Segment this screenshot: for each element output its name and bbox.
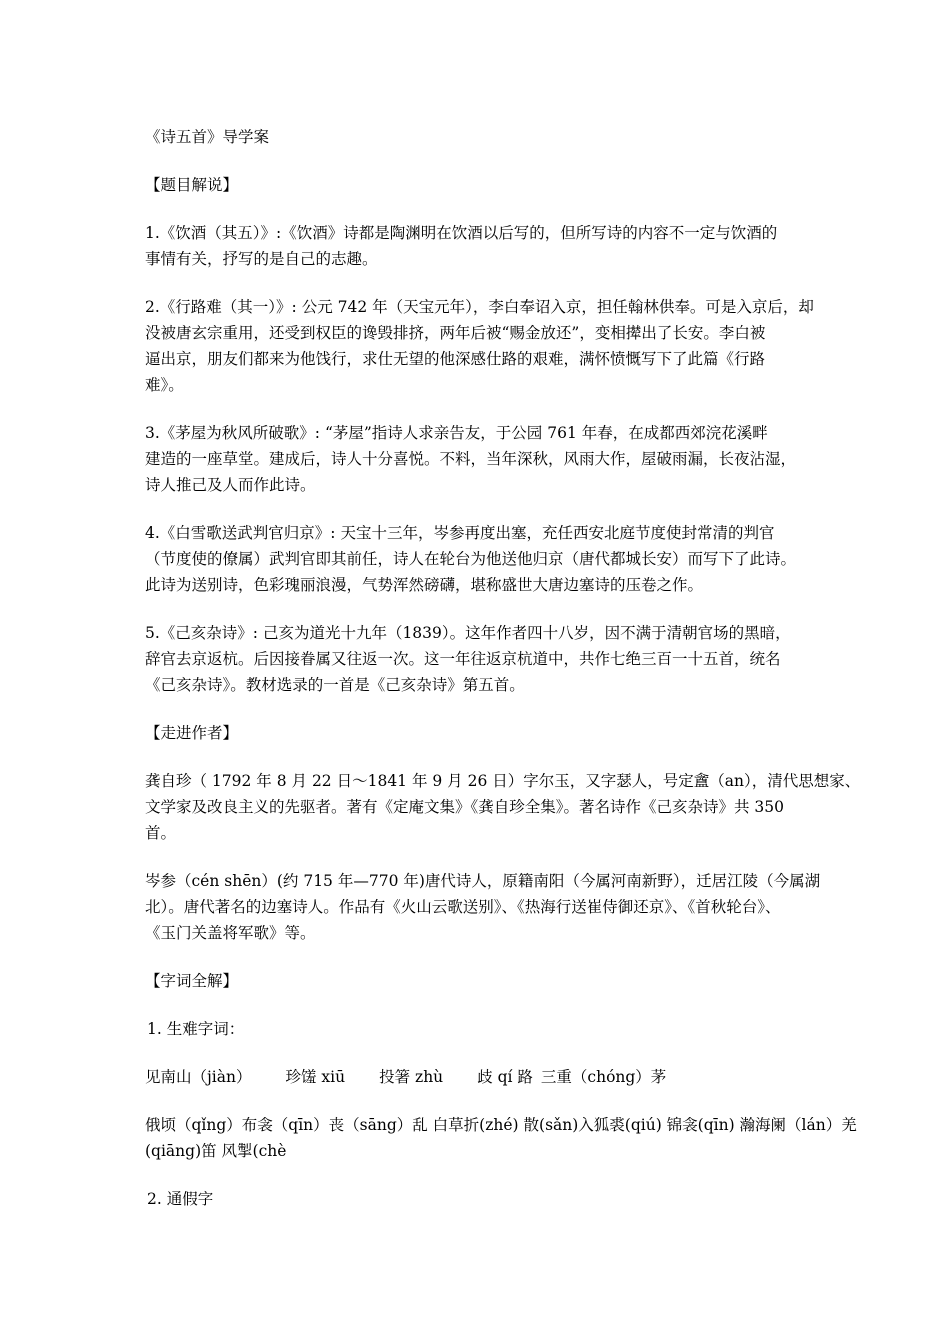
paragraph-line: 此诗为送别诗，色彩瑰丽浪漫，气势浑然磅礴，堪称盛世大唐边塞诗的压卷之作。 — [145, 576, 704, 594]
paragraph-xinglunan — [145, 294, 815, 398]
paragraph-line: 5.《己亥杂诗》: 己亥为道光十九年（1839）。这年作者四十八岁，因不满于清朝官场的黑暗， — [145, 624, 791, 642]
paragraph-line: 逼出京，朋友们都来为他饯行，求仕无望的他深感仕路的艰难，满怀愤慨写下了此篇《行路 — [145, 350, 766, 368]
paragraph-line: 俄顷（qǐng）布衾（qīn）丧（sāng）乱 白草折(zhé) 散(sǎn)入狐裘(qiú) 锦衾(qīn) 瀚海阑（lán）羌 — [145, 1116, 857, 1134]
paragraph-line: 3.《茅屋为秋风所破歌》: “茅屋”指诗人求亲告友，于公园 761 年春，在成都西郊浣花溪畔 — [145, 424, 768, 442]
paragraph-line: 诗人推己及人而作此诗。 — [145, 476, 316, 494]
word-item: 投箸 zhù — [379, 1068, 444, 1086]
section-heading-vocab: 【字词全解】 — [145, 972, 239, 990]
word-list-line-2 — [145, 1112, 857, 1164]
paragraph-line: 2.《行路难（其一）》: 公元 742 年（天宝元年），李白奉诏入京，担任翰林供奉。可是入京后，却 — [145, 298, 814, 316]
paragraph-line: 难》。 — [145, 376, 184, 394]
paragraph-line: 没被唐玄宗重用，还受到权臣的谗毁排挤，两年后被“赐金放还”，变相撵出了长安。李白被 — [145, 324, 766, 342]
paragraph-line: 《玉门关盖将军歌》等。 — [145, 924, 316, 942]
paragraph-line: 建造的一座草堂。建成后，诗人十分喜悦。不料，当年深秋，风雨大作，屋破雨漏，长夜沾湿， — [145, 450, 797, 468]
paragraph-yinjiu — [145, 220, 815, 272]
paragraph-line: (qiāng)笛 风掣(chè — [145, 1142, 287, 1160]
paragraph-censhen — [145, 868, 821, 946]
subheading-tongjiazi: 2. 通假字 — [147, 1190, 214, 1208]
paragraph-line: 首。 — [145, 824, 177, 842]
paragraph-line: 4.《白雪歌送武判官归京》: 天宝十三年，岑参再度出塞，充任西安北庭节度使封常清的判官 — [145, 524, 775, 542]
paragraph-line: 《己亥杂诗》。教材选录的一首是《己亥杂诗》第五首。 — [145, 676, 525, 694]
word-item: 珍馐 xiū — [285, 1068, 346, 1086]
section-heading-topic: 【题目解说】 — [145, 176, 239, 194]
paragraph-line: 龚自珍（ 1792 年 8 月 22 日～1841 年 9 月 26 日）字尔玉，又字瑟人，号定盦（an），清代思想家、 — [145, 772, 861, 790]
paragraph-line: 事情有关，抒写的是自己的志趣。 — [145, 250, 378, 268]
word-list-line-1 — [145, 1064, 815, 1090]
document-page — [145, 124, 861, 1234]
subheading-difficult-words: 1. 生难字词： — [147, 1020, 245, 1038]
paragraph-line: 北）。唐代著名的边塞诗人。作品有《火山云歌送别》、《热海行送崔侍御还京》、《首秋轮台》、 — [145, 898, 781, 916]
paragraph-maowu — [145, 420, 815, 498]
document-title: 《诗五首》导学案 — [145, 128, 270, 146]
paragraph-line: 1.《饮酒（其五）》:《饮酒》诗都是陶渊明在饮酒以后写的，但所写诗的内容不一定与饮酒的 — [145, 224, 778, 242]
paragraph-line: 辞官去京返杭。后因接眷属又往返一次。这一年往返京杭道中，共作七绝三百一十五首，统名 — [145, 650, 781, 668]
paragraph-gongzizhen — [145, 768, 861, 846]
word-item: 见南山（jiàn） — [145, 1068, 252, 1086]
word-item: 三重（chóng）茅 — [540, 1068, 667, 1086]
paragraph-line: 文学家及改良主义的先驱者。著有《定庵文集》《龚自珍全集》。著名诗作《己亥杂诗》共 350 — [145, 798, 785, 816]
paragraph-baixuege — [145, 520, 815, 598]
paragraph-line: （节度使的僚属）武判官即其前任，诗人在轮台为他送他归京（唐代都城长安）而写下了此诗。 — [145, 550, 797, 568]
paragraph-line: 岑参（cén shēn）(约 715 年—770 年)唐代诗人，原籍南阳（今属河南新野），迁居江陵（今属湖 — [145, 872, 821, 890]
section-heading-author: 【走进作者】 — [145, 724, 239, 742]
word-item: 歧 qí 路 — [477, 1068, 533, 1086]
paragraph-jihai — [145, 620, 815, 698]
